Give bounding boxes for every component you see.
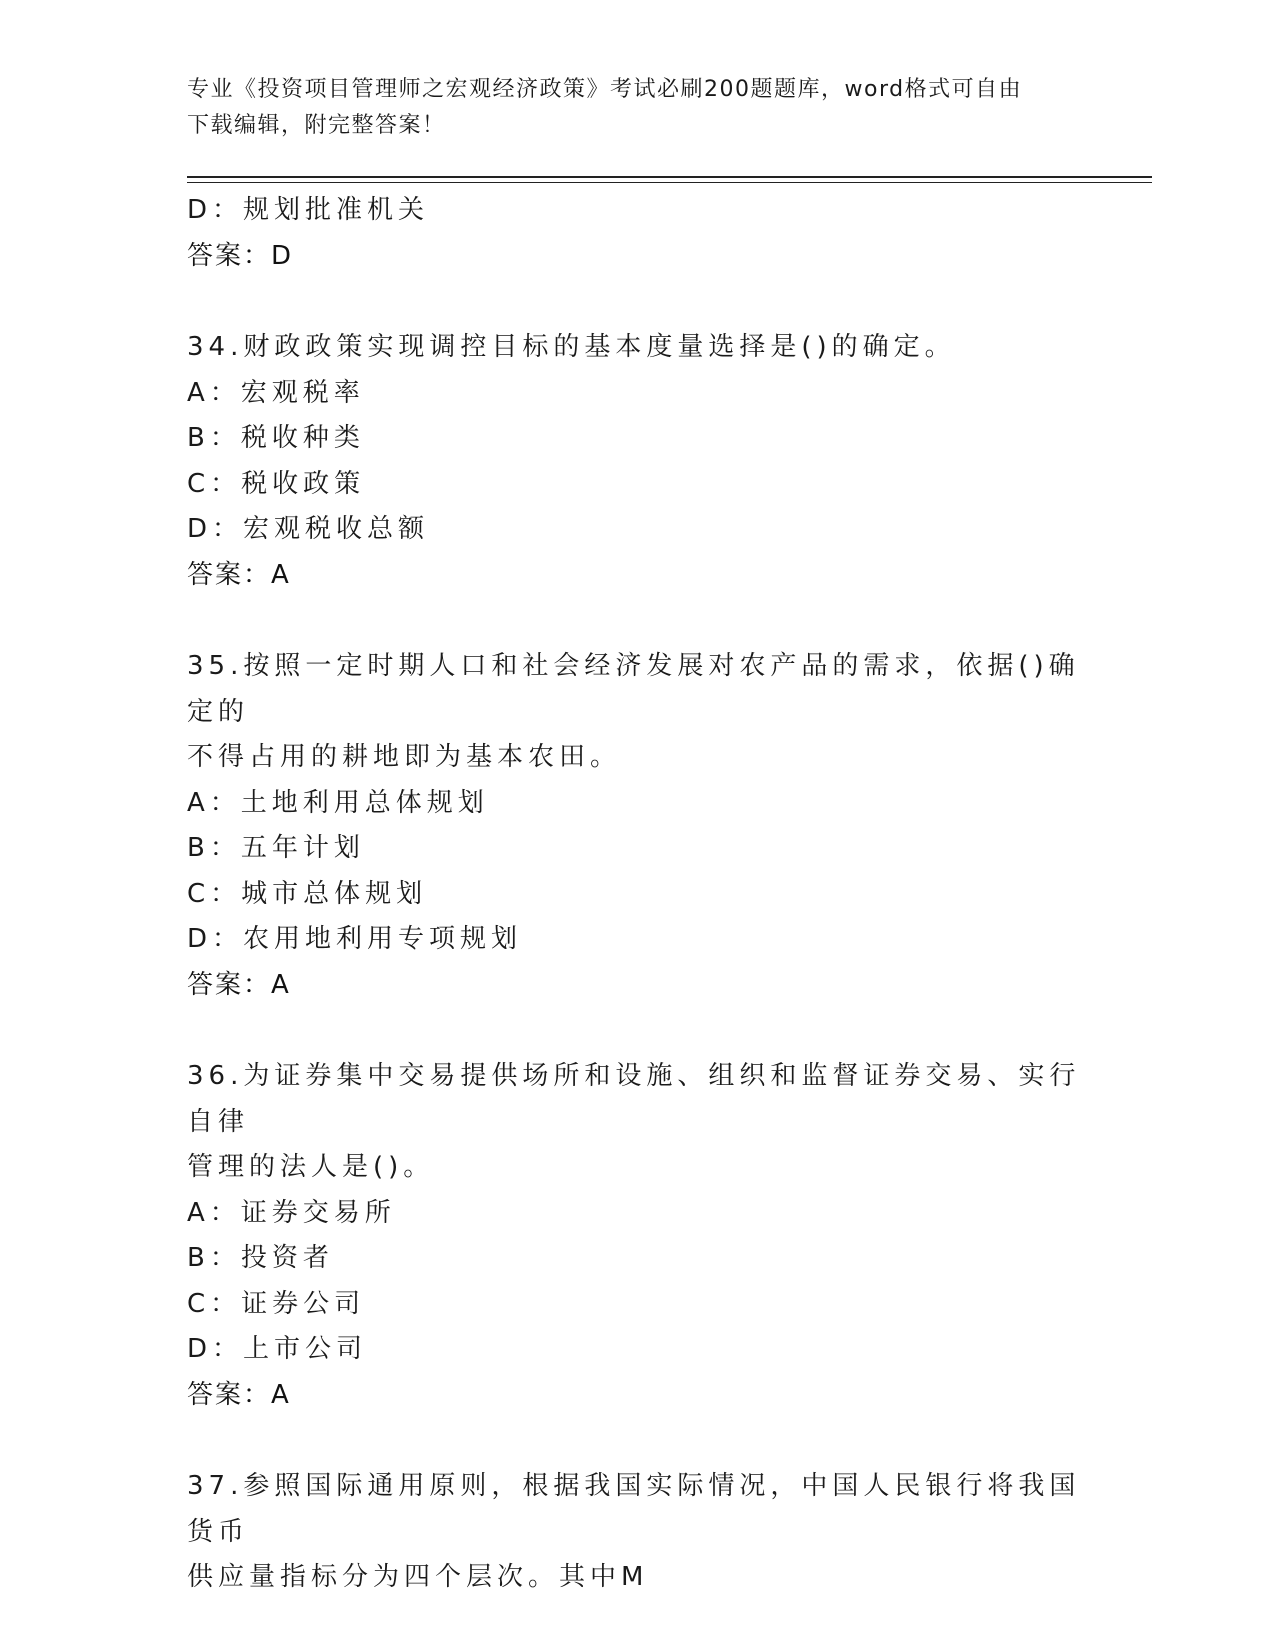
question-stem-line-2: 不得占用的耕地即为基本农田。 <box>187 742 622 772</box>
answer-line: 答案：A <box>187 559 291 590</box>
answer-line: 答案：A <box>187 969 291 1000</box>
option-b: B：税收种类 <box>187 423 365 453</box>
option-a: A：宏观税率 <box>187 377 365 408</box>
header-divider-thick <box>187 176 1152 178</box>
question-34 <box>187 325 1087 598</box>
question-stem-line-2: 管理的法人是()。 <box>187 1152 435 1182</box>
question-stem-line-1: 37.参照国际通用原则，根据我国实际情况，中国人民银行将我国货币 <box>187 1471 1081 1547</box>
answer-line: 答案：D <box>187 240 294 271</box>
option-c: C：城市总体规划 <box>187 878 428 909</box>
option-d: D：上市公司 <box>187 1334 368 1364</box>
option-b: B：五年计划 <box>187 833 365 863</box>
question-stem-line-1: 36.为证券集中交易提供场所和设施、组织和监督证券交易、实行自律 <box>187 1061 1081 1137</box>
option-c: C：税收政策 <box>187 468 366 499</box>
option-a: A：证券交易所 <box>187 1197 396 1228</box>
question-35 <box>187 644 1087 1008</box>
page-header <box>187 72 1067 144</box>
question-stem: 34.财政政策实现调控目标的基本度量选择是()的确定。 <box>187 332 956 362</box>
question-37 <box>187 1464 1087 1601</box>
option-c: C：证券公司 <box>187 1288 366 1319</box>
option-d: D：规划批准机关 <box>187 195 430 225</box>
option-a: A：土地利用总体规划 <box>187 787 489 818</box>
question-stem-line-1: 35.按照一定时期人口和社会经济发展对农产品的需求，依据()确定的 <box>187 651 1080 727</box>
header-divider-thin <box>187 182 1152 183</box>
header-line-2: 下载编辑，附完整答案！ <box>187 113 446 138</box>
question-36 <box>187 1054 1087 1418</box>
question-list <box>187 188 1087 1601</box>
option-d: D：宏观税收总额 <box>187 514 430 544</box>
question-stem-line-2: 供应量指标分为四个层次。其中M <box>187 1562 649 1592</box>
option-b: B：投资者 <box>187 1243 334 1273</box>
header-line-1: 专业《投资项目管理师之宏观经济政策》考试必刷200题题库，word格式可自由 <box>187 77 1023 102</box>
answer-line: 答案：A <box>187 1379 291 1410</box>
option-d: D：农用地利用专项规划 <box>187 924 523 954</box>
question-33-tail <box>187 188 1087 279</box>
